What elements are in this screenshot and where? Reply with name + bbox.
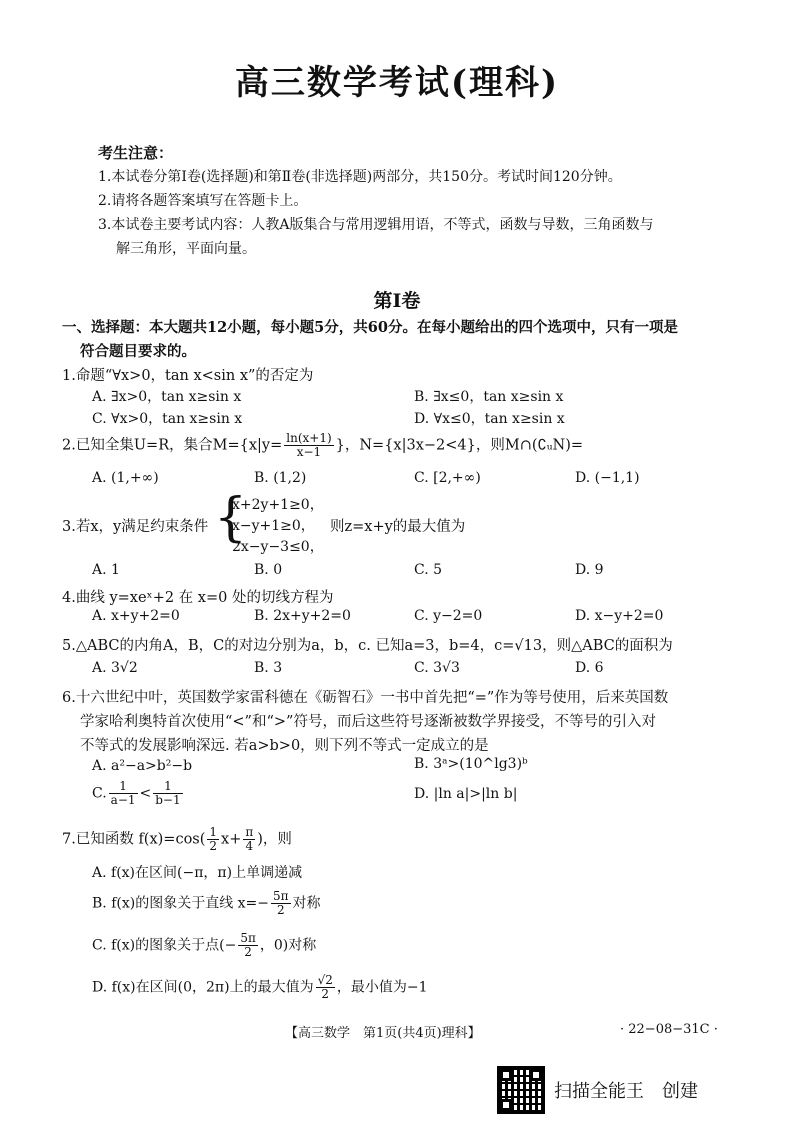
page-footer: 【高三数学 第1页(共4页)理科】: [285, 1026, 481, 1041]
q1-stem: 1.命题“∀x>0，tan x<sin x”的否定为: [62, 368, 314, 384]
q7-num-2: π: [245, 825, 254, 839]
q6-option-a: A. a²−a>b²−b: [92, 758, 193, 774]
q7-c-pre: C. f(x)的图象关于点(−: [92, 937, 237, 954]
q6-c-den-2: b−1: [155, 793, 181, 807]
q5-option-b: B. 3: [254, 660, 283, 676]
q6-c-den-1: a−1: [110, 793, 136, 807]
exam-title: 高三数学考试(理科): [234, 63, 560, 103]
q7-option-d: [92, 974, 428, 1001]
q6-option-b: B. 3ᵃ>(10^lg3)ᵇ: [414, 756, 528, 772]
q2-option-a: A. (1,+∞): [92, 470, 159, 486]
q2-option-b: B. (1,2): [254, 470, 307, 486]
q3-constraint-3: 2x−y−3≤0，: [232, 539, 324, 555]
q3-option-d: D. 9: [575, 562, 604, 578]
q7-c-num: 5π: [240, 931, 256, 945]
notes-heading: 考生注意：: [98, 144, 174, 162]
q3-brace: {: [214, 488, 248, 548]
q6-line-2: 学家哈利奥特首次使用“<”和“>”符号，而后这些符号逐渐被数学界接受，不等号的引入对: [80, 714, 656, 730]
scanner-watermark: 扫描全能王 创建: [554, 1081, 698, 1102]
q3-stem-pre: 3.若x，y满足约束条件: [62, 519, 209, 535]
q1-option-a: A. ∃x>0，tan x≥sin x: [92, 389, 242, 405]
q3-option-a: A. 1: [92, 562, 120, 578]
q1-option-b: B. ∃x≤0，tan x≥sin x: [414, 389, 564, 405]
q4-option-c: C. y−2=0: [414, 608, 483, 624]
q3-constraint-2: x−y+1≥0，: [232, 518, 315, 534]
q7-num-1: 1: [209, 825, 218, 839]
q2-fraction-den: x−1: [296, 445, 322, 459]
qr-code-icon: [497, 1066, 545, 1114]
q7-c-post: ，0)对称: [259, 937, 317, 954]
q6-line-1: 6.十六世纪中叶，英国数学家雷科德在《砺智石》一书中首先把“=”作为等号使用，后来英国数: [62, 690, 669, 706]
q6-line-3: 不等式的发展影响深远. 若a>b>0，则下列不等式一定成立的是: [80, 738, 489, 754]
q4-stem: 4.曲线 y=xeˣ+2 在 x=0 处的切线方程为: [62, 590, 334, 606]
instruction-line-2: 符合题目要求的。: [80, 343, 196, 360]
q1-option-d: D. ∀x≤0，tan x≥sin x: [414, 411, 565, 427]
q7-b-pre: B. f(x)的图象关于直线 x=−: [92, 895, 269, 912]
q2-option-d: D. (−1,1): [575, 470, 640, 486]
q1-option-c: C. ∀x>0，tan x≥sin x: [92, 411, 243, 427]
q7-den-1: 2: [209, 839, 218, 853]
q7-b-post: 对称: [292, 895, 321, 912]
q6-option-d: D. |ln a|>|ln b|: [414, 786, 518, 802]
q7-d-den: 2: [321, 987, 330, 1001]
q2-stem-post: }，N={x|3x−2<4}，则M∩(∁ᵤN)=: [335, 437, 584, 454]
q7-frac-2: [243, 826, 255, 853]
q6-c-lt: <: [139, 785, 152, 802]
q7-option-b: [92, 890, 321, 917]
q6-option-c-label: C.: [92, 785, 107, 802]
q3-constraint-1: x+2y+1≥0，: [232, 497, 324, 513]
q2-fraction-num: ln(x+1): [286, 431, 332, 445]
q2-stem: [62, 432, 583, 459]
q2-option-c: C. [2,+∞): [414, 470, 481, 486]
instruction-line-1: 一、选择题：本大题共12小题，每小题5分，共60分。在每小题给出的四个选项中，只有一项是: [62, 319, 678, 336]
q4-option-b: B. 2x+y+2=0: [254, 608, 351, 624]
q7-stem-post: )，则: [257, 831, 292, 848]
section-heading: 第Ⅰ卷: [373, 290, 421, 312]
q7-d-num: √2: [317, 973, 333, 987]
q7-b-den: 2: [276, 903, 285, 917]
q2-fraction: [284, 432, 333, 459]
q5-option-d: D. 6: [575, 660, 604, 676]
q7-den-2: 4: [245, 839, 254, 853]
q3-stem-post: 则z=x+y的最大值为: [330, 519, 466, 535]
q7-frac-1: [207, 826, 219, 853]
q6-option-c: [92, 780, 185, 807]
note-2: 2.请将各题答案填写在答题卡上。: [98, 193, 308, 209]
q7-c-den: 2: [244, 945, 252, 959]
q7-b-num: 5π: [273, 889, 289, 903]
note-1: 1.本试卷分第Ⅰ卷(选择题)和第Ⅱ卷(非选择题)两部分，共150分。考试时间120分钟。: [98, 169, 622, 185]
q7-stem-pre: 7.已知函数 f(x)=cos(: [62, 831, 206, 848]
q3-option-b: B. 0: [254, 562, 283, 578]
q7-d-post: ，最小值为−1: [336, 979, 428, 996]
q6-option-c-frac-1: [109, 780, 138, 807]
q7-option-a: A. f(x)在区间(−π，π)上单调递减: [92, 865, 303, 881]
q7-d-frac: [316, 974, 335, 1001]
q5-option-a: A. 3√2: [92, 660, 138, 676]
q6-c-num-2: 1: [153, 780, 182, 794]
q5-stem: 5.△ABC的内角A，B，C的对边分别为a，b，c. 已知a=3，b=4，c=√13，则△ABC的面积为: [62, 638, 673, 654]
q4-option-d: D. x−y+2=0: [575, 608, 664, 624]
q7-c-frac: [238, 932, 258, 959]
q3-option-c: C. 5: [414, 562, 443, 578]
q7-option-c: [92, 932, 316, 959]
q4-option-a: A. x+y+2=0: [92, 608, 180, 624]
q7-stem-mid: x+: [221, 831, 242, 848]
q7-d-pre: D. f(x)在区间(0，2π)上的最大值为: [92, 979, 314, 996]
q6-option-c-frac-2: [153, 780, 182, 807]
note-3: 3.本试卷主要考试内容：人教A版集合与常用逻辑用语，不等式，函数与导数，三角函数与: [98, 217, 654, 233]
q5-option-c: C. 3√3: [414, 660, 460, 676]
q2-stem-pre: 2.已知全集U=R，集合M={x|y=: [62, 437, 283, 454]
note-4: 解三角形，平面向量。: [116, 241, 256, 257]
q7-b-frac: [271, 890, 291, 917]
q7-stem: [62, 826, 292, 853]
footer-code: · 22−08−31C ·: [620, 1022, 718, 1037]
q6-c-num-1: 1: [109, 780, 138, 794]
